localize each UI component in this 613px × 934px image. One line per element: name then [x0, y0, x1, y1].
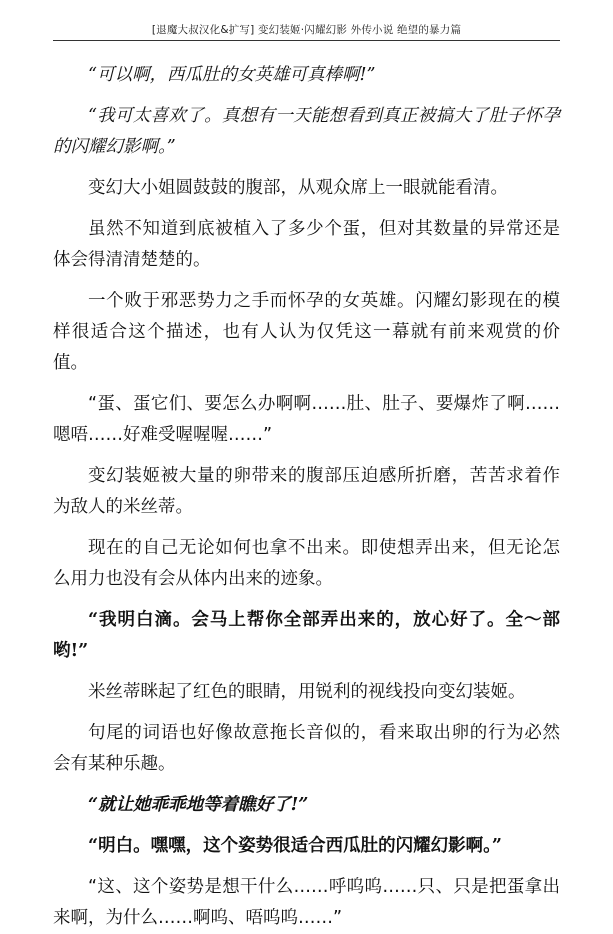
paragraph-1: “可以啊，西瓜肚的女英雄可真棒啊!”	[88, 65, 376, 85]
paragraph-8: 现在的自己无论如何也拿不出来。即使想弄出来，但无论怎么用力也没有会从体内出来的迹象。	[53, 538, 560, 589]
document-body	[53, 60, 560, 934]
paragraph-3: 变幻大小姐圆鼓鼓的腹部，从观众席上一眼就能看清。	[88, 178, 508, 198]
paragraph-10: 米丝蒂眯起了红色的眼睛，用锐利的视线投向变幻装姬。	[88, 682, 526, 702]
paragraph-12: “就让她乖乖地等着瞧好了!”	[88, 795, 309, 815]
page-header: [退魔大叔汉化&扩写] 变幻装姬·闪耀幻影 外传小说 绝望的暴力篇	[151, 24, 462, 36]
paragraph-11: 句尾的词语也好像故意拖长音似的，看来取出卵的行为必然会有某种乐趣。	[53, 723, 560, 774]
paragraph-6: “蛋、蛋它们、要怎么办啊啊……肚、肚子、要爆炸了啊……嗯唔……好难受喔喔喔……”	[53, 394, 560, 445]
paragraph-13: “明白。嘿嘿，这个姿势很适合西瓜肚的闪耀幻影啊。”	[88, 836, 502, 856]
paragraph-9: “我明白滴。会马上帮你全部弄出来的，放心好了。全～部哟!”	[53, 610, 560, 661]
paragraph-14: “这、这个姿势是想干什么……呼呜呜……只、只是把蛋拿出来啊，为什么……啊呜、唔呜呜……”	[53, 877, 560, 928]
paragraph-5: 一个败于邪恶势力之手而怀孕的女英雄。闪耀幻影现在的模样很适合这个描述，也有人认为仅凭这一幕就有前来观赏的价值。	[53, 291, 560, 373]
paragraph-4: 虽然不知道到底被植入了多少个蛋，但对其数量的异常还是体会得清清楚楚的。	[53, 219, 560, 270]
paragraph-7: 变幻装姬被大量的卵带来的腹部压迫感所折磨，苦苦求着作为敌人的米丝蒂。	[53, 466, 560, 517]
header-divider	[53, 40, 560, 41]
paragraph-2: “我可太喜欢了。真想有一天能想看到真正被搞大了肚子怀孕的闪耀幻影啊。”	[53, 106, 560, 157]
